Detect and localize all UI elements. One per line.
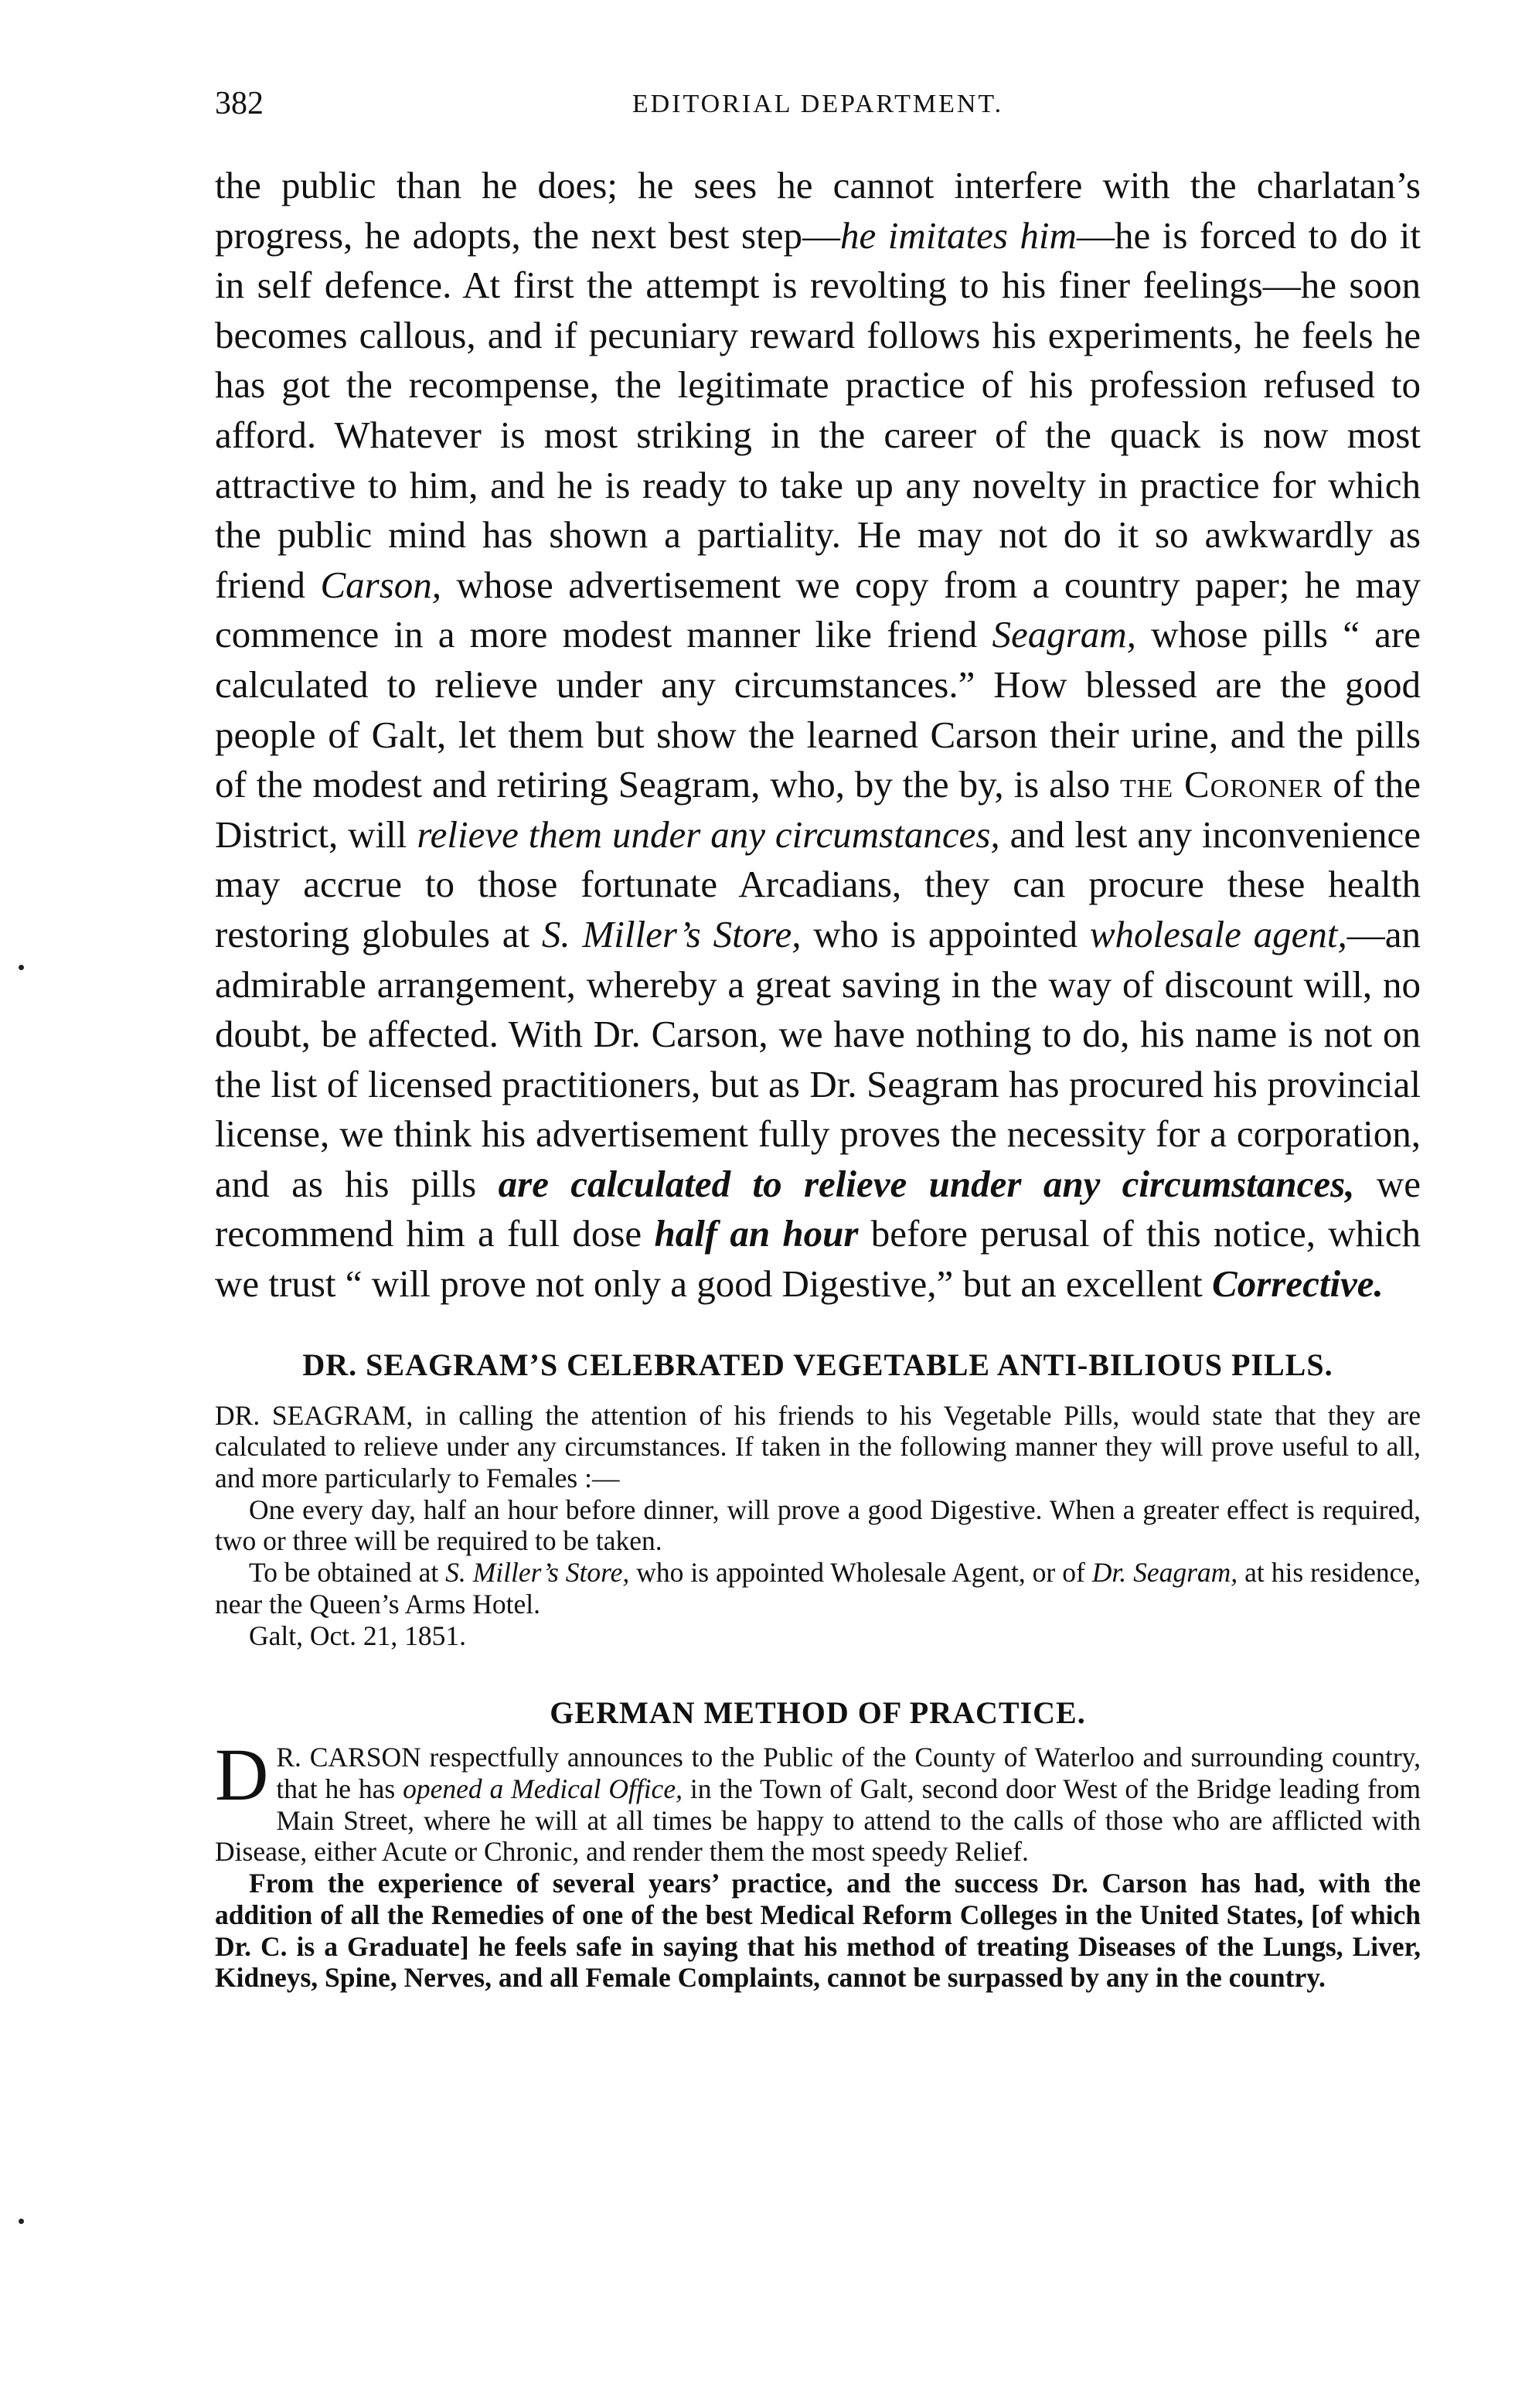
page-number: 382	[215, 86, 264, 121]
running-title: EDITORIAL DEPARTMENT.	[632, 90, 1004, 118]
carson-ad-heading: GERMAN METHOD OF PRACTICE.	[550, 1695, 1086, 1731]
editorial-text: —he is forced to do it in self defence. At first the attempt is revolting to his finer feelings—he soon becomes callous, and if pecuniary reward follows his experiments, he feels he has got the recompense, the legitimate practice of his profession refused to afford. Whatever is most striking in the career of the quack is now most attractive to him, and he is ready to take up any novelty in practice for which the public mind has shown a partiality. He may not do it so awkwardly as friend	[215, 213, 1421, 606]
seagram-ad-paragraph: One every day, half an hour before dinner, will prove a good Digestive. When a greater effect is required, two or three will be required to be taken.	[215, 1494, 1421, 1557]
editorial-italic: Seagram,	[992, 613, 1136, 656]
editorial-text: the public than he does; he sees he cannot interfere with the charlatan’s progress, he adopts, the next best step—	[215, 164, 1421, 257]
seagram-ad-heading: DR. SEAGRAM’S CELEBRATED VEGETABLE ANTI-BILIOUS PILLS.	[302, 1347, 1333, 1382]
editorial-bold-italic: Corrective.	[1212, 1262, 1384, 1306]
seagram-ad-italic: Dr. Seagram,	[1091, 1557, 1238, 1589]
margin-mark	[19, 2219, 24, 2224]
editorial-text: whose pills “ are calculated to relieve under any circumstances.” How blessed are the good people of Galt, let them but show the learned Carson their urine, and the pills of the modest and retiring Seagram, who, by the by, is also	[215, 613, 1421, 806]
seagram-ad-dateline: Galt, Oct. 21, 1851.	[249, 1620, 467, 1651]
carson-ad-paragraph	[215, 1733, 1421, 1868]
editorial-text: who is appointed	[801, 912, 1090, 955]
drop-cap: D	[215, 1733, 269, 1817]
editorial-italic: relieve them under any circumstances,	[417, 812, 1000, 856]
editorial-text: we recommend him a full dose	[215, 1162, 1421, 1255]
seagram-ad-paragraph	[215, 1557, 1421, 1620]
editorial-bold-italic: half an hour	[654, 1212, 859, 1255]
margin-mark	[19, 965, 24, 970]
running-head	[215, 85, 1421, 147]
editorial-italic: Carson,	[320, 563, 442, 606]
editorial-italic: S. Miller’s Store,	[541, 912, 802, 955]
editorial-text: before perusal of this notice, which we trust “ will prove not only a good Digestive,” but an excellent	[215, 1212, 1421, 1306]
carson-ad-paragraph: From the experience of several years’ practice, and the success Dr. Carson has had, with the addition of all the Remedies of one of the best Medical Reform Colleges in the United States, [of which Dr. C. is a Graduate] he feels safe in saying that his method of treating Diseases of the Lungs, Liver, Kidneys, Spine, Nerves, and all Female Complaints, cannot be surpassed by any in the country.	[215, 1868, 1421, 1994]
editorial-text: of the District, will	[215, 763, 1421, 856]
carson-ad-text: in the Town of Galt, second door West of the Bridge leading from Main Street, where he will at all times be happy to attend to the calls of those who are afflicted with Disease, either Acute or Chronic, and render them the most speedy Relief.	[215, 1773, 1421, 1868]
editorial-small-caps: the Coroner	[1120, 763, 1323, 806]
editorial-italic: wholesale agent,	[1089, 912, 1347, 955]
seagram-ad-italic: S. Miller’s Store,	[445, 1557, 630, 1589]
editorial-text: whose advertisement we copy from a country paper; he may commence in a more modest manner like friend	[215, 563, 1421, 656]
carson-ad-text: R. CARSON respectfully announces to the Public of the County of Waterloo and surrounding country, that he has	[276, 1742, 1421, 1804]
editorial-italic: he imitates him	[839, 213, 1077, 257]
seagram-ad-paragraph: DR. SEAGRAM, in calling the attention of his friends to his Vegetable Pills, would state that they are calculated to relieve under any circumstances. If taken in the following manner they will prove useful to all, and more particularly to Females :—	[215, 1399, 1421, 1494]
seagram-ad-text: To be obtained at	[249, 1557, 446, 1589]
editorial-bold-italic: are calculated to relieve under any circumstances,	[498, 1162, 1355, 1205]
seagram-ad-text: at his residence, near the Queen’s Arms Hotel.	[215, 1557, 1421, 1620]
editorial-text: and lest any inconvenience may accrue to those fortunate Arcadians, they can procure these health restoring globules at	[215, 812, 1421, 955]
editorial-text: —an admirable arrangement, whereby a great saving in the way of discount will, no doubt, be affected. With Dr. Carson, we have nothing to do, his name is not on the list of licensed practitioners, but as Dr. Seagram has procured his provincial license, we think his advertisement fully proves the necessity for a corporation, and as his pills	[215, 912, 1421, 1205]
editorial-paragraph	[215, 161, 1421, 1310]
carson-ad-italic: opened a Medical Office,	[403, 1773, 683, 1804]
page	[215, 85, 1421, 1994]
seagram-ad-text: who is appointed Wholesale Agent, or of	[629, 1557, 1092, 1589]
